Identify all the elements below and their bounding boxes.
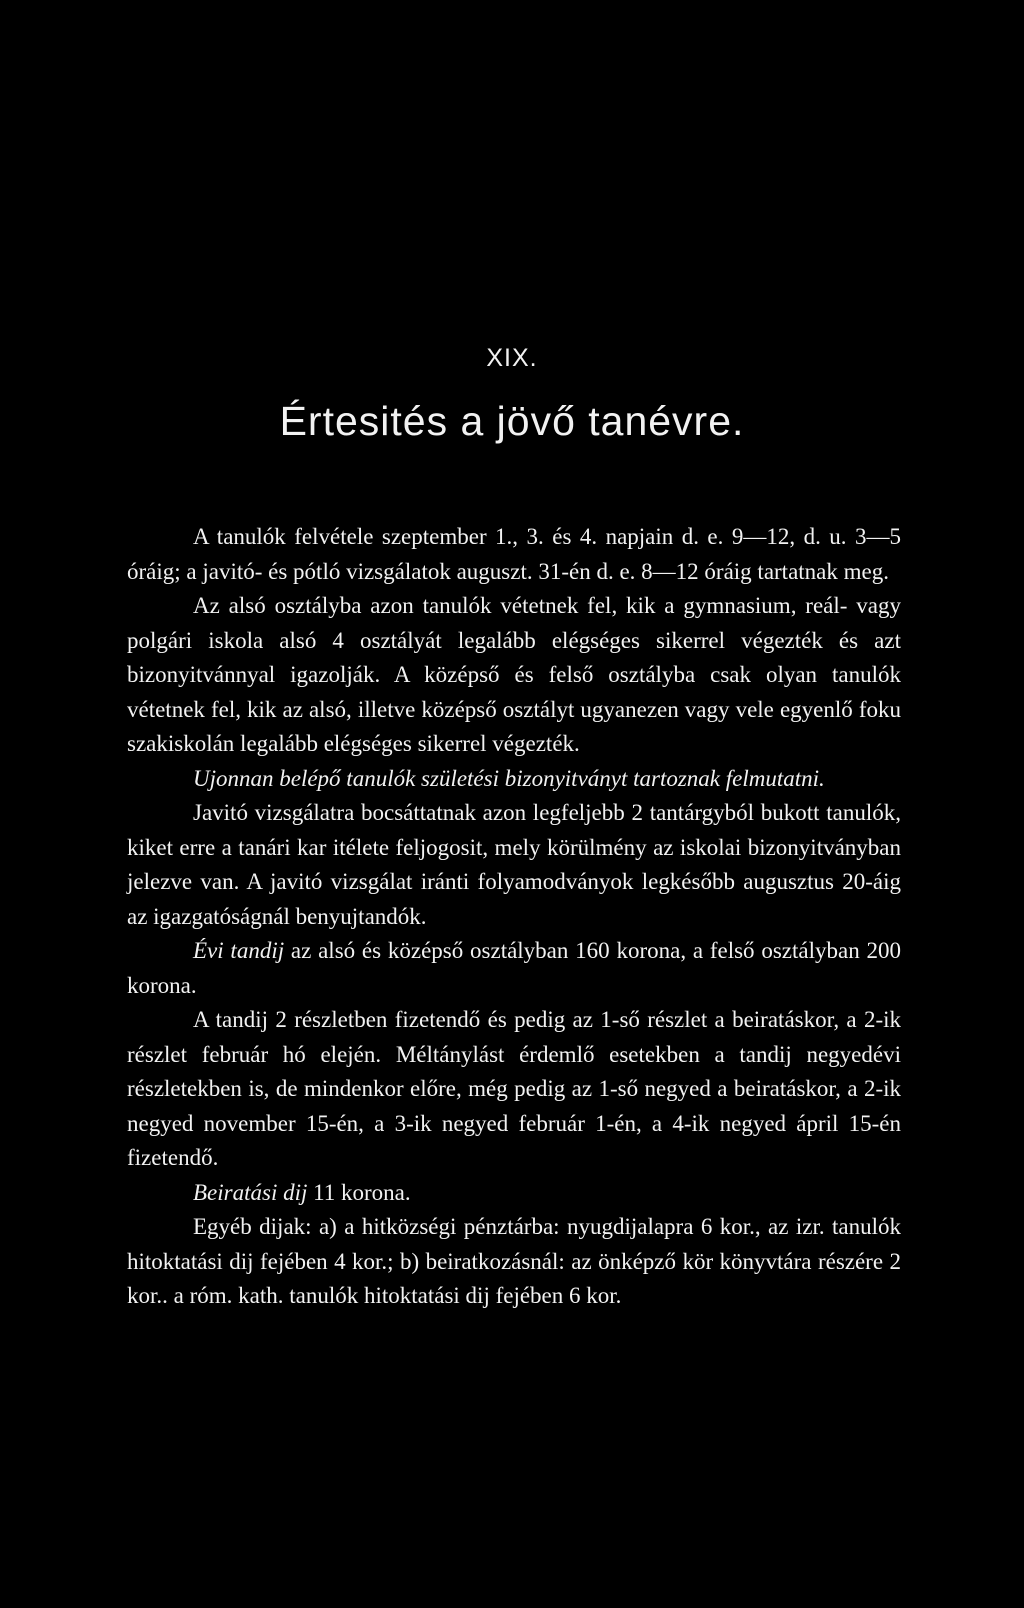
paragraph-makeup-exams: Javitó vizsgálatra bocsáttatnak azon legfeljebb 2 tantárgyból bukott tanulók, kiket erre a tanári kar itélete feljogosit, mely körülmény az iskolai bizonyitványban jelezve van. A javitó vizsgálat iránti folyamodványok legkésőbb augusztus 20-áig az igazgatóságnál benyujtandók. [127,800,901,929]
paragraph-admission-requirements: Az alsó osztályba azon tanulók vétetnek fel, kik a gymnasium, reál- vagy polgári iskola alsó 4 osztályát legalább elégséges sikerrel végezték és azt bizonyitvánnyal igazolják. A középső és felső osztályba csak olyan tanulók vétetnek fel, kik az alsó, illetve középső osztályt ugyanezen vagy vele egyenlő foku szakiskolán legalább elégséges sikerrel végezték. [127,593,901,756]
paragraph-birth-certificate: Ujonnan belépő tanulók születési bizonyitványt tartoznak felmutatni. [193,765,825,791]
annual-tuition-text: az alsó és középső osztályban 160 korona, a felső osztályban 200 korona. [127,938,901,998]
paragraph-enrollment-fee [127,1176,901,1211]
paragraph-other-fees: Egyéb dijak: a) a hitközségi pénztárba: nyugdijalapra 6 kor., az izr. tanulók hitoktatási dij fejében 4 kor.; b) beiratkozásnál: az önképző kör könyvtára részére 2 kor.. a róm. kath. tanulók hitoktatási dij fejében 6 kor. [127,1214,901,1308]
enrollment-fee-label: Beiratási dij [193,1179,308,1205]
body-text [127,520,901,1314]
page-title: Értesités a jövő tanévre. [279,398,745,444]
paragraph-annual-tuition [127,934,901,1003]
paragraph-enrollment-dates: A tanulók felvétele szeptember 1., 3. és 4. napjain d. e. 9—12, d. u. 3—5 óráig; a javitó- és pótló vizsgálatok auguszt. 31-én d. e. 8—12 óráig tartatnak meg. [127,524,901,584]
annual-tuition-label: Évi tandij [193,938,285,963]
enrollment-fee-text: 11 korona. [307,1179,411,1205]
paragraph-tuition-installments: A tandij 2 részletben fizetendő és pedig az 1-ső részlet a beiratáskor, a 2-ik részlet február hó elején. Méltánylást érdemlő esetekben a tandij negyedévi részletekben is, de mindenkor előre, még pedig az 1-ső negyed a beiratáskor, a 2-ik negyed november 15-én, a 3-ik negyed február 1-én, a 4-ik negyed ápril 15-én fizetendő. [127,1007,901,1170]
chapter-number: XIX. [486,344,538,372]
